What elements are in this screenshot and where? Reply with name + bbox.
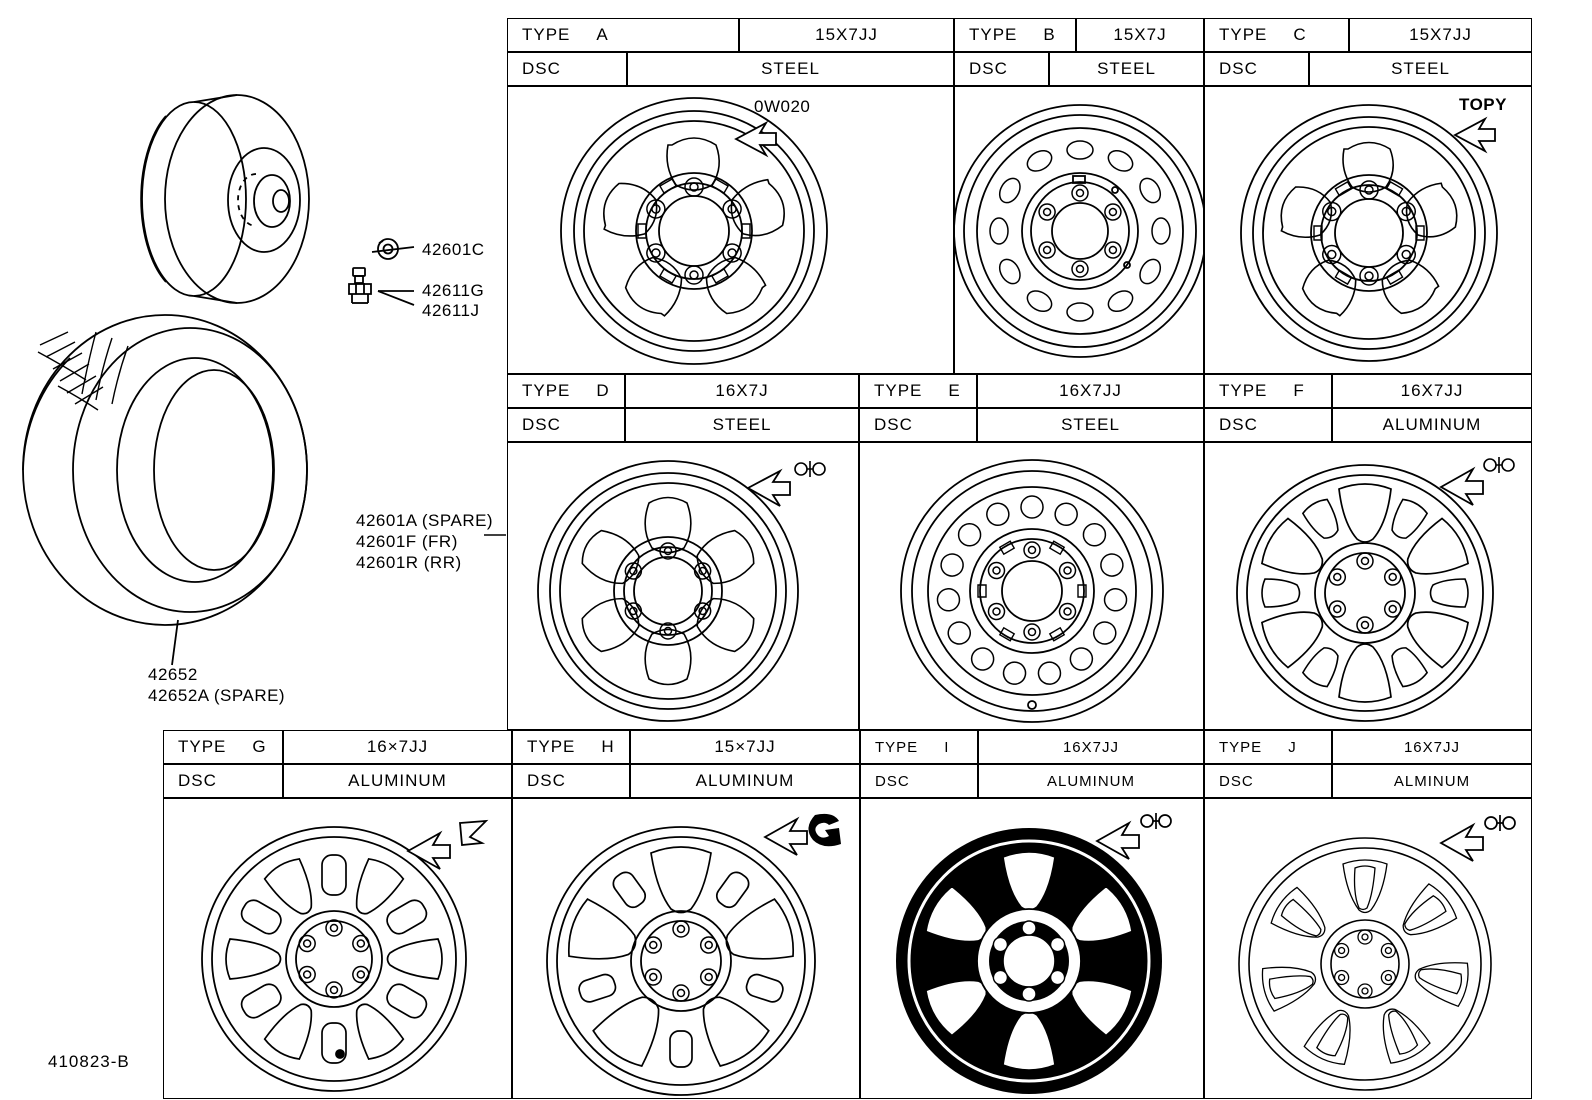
part-label-42611j: 42611J (422, 301, 480, 320)
material-header-b (1049, 52, 1204, 86)
type-letter-g: G (252, 737, 267, 756)
part-label-42611g: 42611G (422, 281, 485, 300)
size-value-d: 16X7J (715, 381, 769, 400)
wheel-cell-h (512, 798, 860, 1099)
type-header-a (507, 18, 739, 52)
wheel-cell-d (507, 442, 859, 730)
tire-and-wheel-drawing (0, 0, 505, 760)
dsc-label-a: DSC (522, 59, 561, 78)
wheel-cell-e (859, 442, 1204, 730)
wheel-drawing-a (508, 87, 955, 375)
type-letter-h: H (601, 737, 615, 756)
dsc-header-j (1204, 764, 1332, 798)
material-header-d (625, 408, 859, 442)
material-value-a: STEEL (761, 59, 820, 78)
part-label-42601a-spare: 42601A (SPARE) (356, 511, 494, 530)
type-letter-a: A (596, 25, 609, 44)
type-label-j: TYPE (1219, 738, 1263, 756)
part-label-42601r-rr: 42601R (RR) (356, 553, 462, 572)
material-header-a (627, 52, 954, 86)
wheel-drawing-j (1205, 799, 1533, 1100)
material-header-i (978, 764, 1204, 798)
type-letter-f: F (1293, 381, 1305, 400)
material-value-i: ALUMINUM (1046, 772, 1135, 790)
dsc-label-c: DSC (1219, 59, 1258, 78)
dsc-label-i: DSC (875, 772, 910, 790)
wheel-cell-a (507, 86, 954, 374)
wheel-drawing-c (1205, 87, 1533, 375)
type-letter-e: E (948, 381, 961, 400)
dsc-header-b (954, 52, 1049, 86)
size-value-e: 16X7JJ (1059, 381, 1122, 400)
wheel-drawing-e (860, 443, 1205, 731)
size-value-i: 16X7JJ (1062, 738, 1120, 756)
size-value-g: 16×7JJ (366, 737, 429, 756)
type-header-f (1204, 374, 1332, 408)
dsc-label-h: DSC (527, 771, 566, 790)
material-header-f (1332, 408, 1532, 442)
size-value-c: 15X7JJ (1409, 25, 1472, 44)
type-label-g: TYPE (178, 737, 227, 756)
wheel-cell-f (1204, 442, 1532, 730)
material-header-g (283, 764, 512, 798)
dsc-header-a (507, 52, 627, 86)
material-header-e (977, 408, 1204, 442)
dsc-label-j: DSC (1219, 772, 1254, 790)
material-value-d: STEEL (712, 415, 772, 434)
material-value-e: STEEL (1061, 415, 1120, 434)
dsc-label-b: DSC (969, 59, 1008, 78)
material-header-h (630, 764, 860, 798)
size-header-c (1349, 18, 1532, 52)
figure-code: 410823-B (48, 1052, 130, 1071)
type-header-g (163, 730, 283, 764)
size-header-b (1076, 18, 1204, 52)
material-header-c (1309, 52, 1532, 86)
callout-a: 0W020 (754, 97, 811, 116)
size-header-e (977, 374, 1204, 408)
type-label-f: TYPE (1219, 381, 1268, 400)
material-value-g: ALUMINUM (348, 771, 447, 790)
type-header-e (859, 374, 977, 408)
wheel-drawing-b (955, 87, 1205, 375)
dsc-label-e: DSC (874, 415, 913, 434)
dsc-header-c (1204, 52, 1309, 86)
type-letter-j: J (1288, 738, 1297, 756)
dsc-header-f (1204, 408, 1332, 442)
material-value-f: ALUMINUM (1382, 415, 1482, 434)
type-label-a: TYPE (522, 25, 571, 44)
dsc-label-d: DSC (522, 415, 561, 434)
type-label-h: TYPE (527, 737, 576, 756)
type-header-d (507, 374, 625, 408)
type-header-j (1204, 730, 1332, 764)
size-value-f: 16X7JJ (1400, 381, 1464, 400)
size-header-j (1332, 730, 1532, 764)
material-value-c: STEEL (1391, 59, 1450, 78)
wheel-drawing-g (164, 799, 513, 1100)
size-header-g (283, 730, 512, 764)
type-label-c: TYPE (1219, 25, 1268, 44)
wheel-cell-i (860, 798, 1204, 1099)
type-header-c (1204, 18, 1349, 52)
type-header-i (860, 730, 978, 764)
size-value-a: 15X7JJ (815, 25, 878, 44)
dsc-label-g: DSC (178, 771, 217, 790)
wheel-cell-b (954, 86, 1204, 374)
type-letter-i: I (944, 738, 950, 756)
type-letter-b: B (1043, 25, 1056, 44)
type-header-h (512, 730, 630, 764)
wheel-drawing-h (513, 799, 861, 1100)
wheel-cell-j (1204, 798, 1532, 1099)
part-label-42601c: 42601C (422, 240, 485, 259)
type-label-e: TYPE (874, 381, 923, 400)
dsc-header-e (859, 408, 977, 442)
dsc-label-f: DSC (1219, 415, 1258, 434)
wheel-cell-c (1204, 86, 1532, 374)
part-label-42601f-fr: 42601F (FR) (356, 532, 458, 551)
dsc-header-d (507, 408, 625, 442)
type-label-i: TYPE (875, 738, 919, 756)
size-value-j: 16X7JJ (1403, 738, 1461, 756)
size-header-a (739, 18, 954, 52)
wheel-drawing-i (861, 799, 1205, 1100)
size-value-b: 15X7J (1113, 25, 1167, 44)
size-header-d (625, 374, 859, 408)
size-value-h: 15×7JJ (714, 737, 776, 756)
size-header-f (1332, 374, 1532, 408)
size-header-h (630, 730, 860, 764)
material-value-j: ALMINUM (1393, 772, 1471, 790)
type-letter-c: C (1293, 25, 1307, 44)
dsc-header-i (860, 764, 978, 798)
type-label-b: TYPE (969, 25, 1018, 44)
dsc-header-g (163, 764, 283, 798)
size-header-i (978, 730, 1204, 764)
callout-c: TOPY (1459, 95, 1507, 114)
material-header-j (1332, 764, 1532, 798)
part-label-42652: 42652 (148, 665, 198, 684)
wheel-drawing-d (508, 443, 860, 731)
dsc-header-h (512, 764, 630, 798)
wheel-drawing-f (1205, 443, 1533, 731)
type-header-b (954, 18, 1076, 52)
type-letter-d: D (596, 381, 610, 400)
material-value-b: STEEL (1097, 59, 1156, 78)
part-label-42652a-spare: 42652A (SPARE) (148, 686, 286, 705)
type-label-d: TYPE (522, 381, 571, 400)
material-value-h: ALUMINUM (695, 771, 795, 790)
wheel-cell-g (163, 798, 512, 1099)
